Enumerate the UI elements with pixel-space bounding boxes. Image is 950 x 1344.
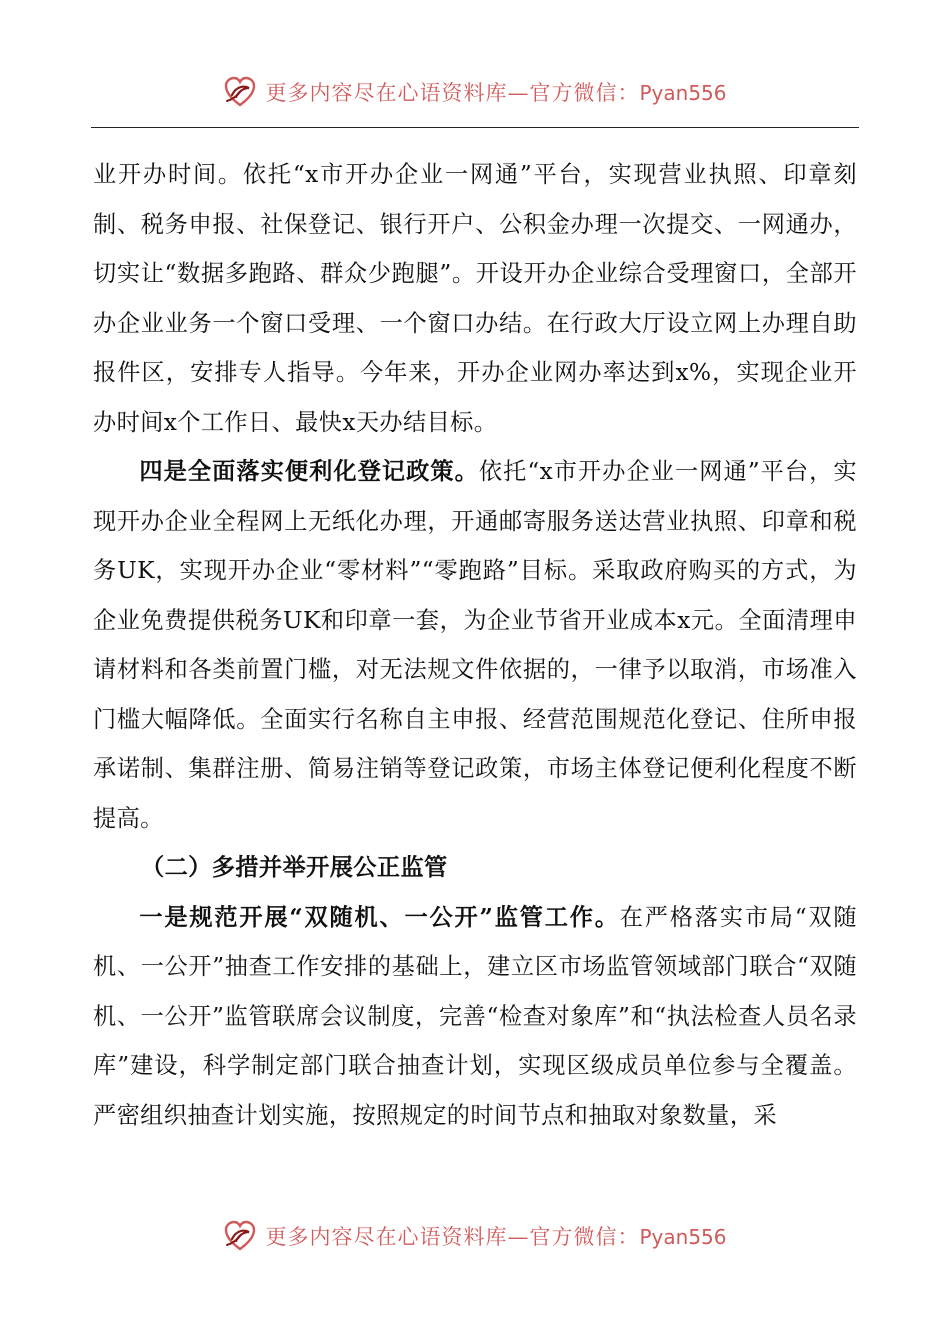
paragraph: 业开办时间。依托“x市开办企业一网通”平台，实现营业执照、印章刻制、税务申报、社保登记、银行开户、公积金办理一次提交、一网通办，切实让“数据多跑路、群众少跑腿”。开设开办企业综合受理窗口，全部开办企业业务一个窗口受理、一个窗口办结。在行政大厅设立网上办理自助报件区，安排专人指导。今年来，开办企业网办率达到x%，实现企业开办时间x个工作日、最快x天办结目标。	[93, 161, 857, 436]
paragraph-body: 在严格落实市局“双随机、一公开”抽查工作安排的基础上，建立区市场监管领域部门联合“双随机、一公开”监管联席会议制度，完善“检查对象库”和“执法检查人员名录库”建设，科学制定部门联合抽查计划，实现区级成员单位参与全覆盖。严密组织抽查计划实施，按照规定的时间节点和抽取对象数量，采	[93, 903, 857, 1129]
header-banner	[0, 68, 950, 116]
paragraph	[93, 893, 857, 1141]
paragraph-lead: 四是全面落实便利化登记政策。	[139, 458, 479, 485]
paragraph	[93, 447, 857, 843]
heart-swirl-logo-icon	[223, 75, 257, 109]
paragraph-lead: 一是规范开展“双随机、一公开”监管工作。	[139, 903, 620, 931]
footer-banner	[0, 1212, 950, 1260]
section-heading: （二）多措并举开展公正监管	[141, 854, 448, 881]
banner-text: 更多内容尽在心语资料库—官方微信：Pyan556	[265, 81, 727, 105]
banner-text: 更多内容尽在心语资料库—官方微信：Pyan556	[265, 1225, 727, 1249]
paragraph-body: 依托“x市开办企业一网通”平台，实现开办企业全程网上无纸化办理，开通邮寄服务送达营业执照、印章和税务UK，实现开办企业“零材料”“零跑路”目标。采取政府购买的方式，为企业免费提供税务UK和印章一套，为企业节省开业成本x元。全面清理申请材料和各类前置门槛，对无法规文件依据的，一律予以取消，市场准入门槛大幅降低。全面实行名称自主申报、经营范围规范化登记、住所申报承诺制、集群注册、简易注销等登记政策，市场主体登记便利化程度不断提高。	[93, 458, 857, 832]
heart-swirl-logo-icon	[223, 1219, 257, 1253]
header-divider	[91, 127, 859, 128]
document-body	[93, 150, 857, 1140]
